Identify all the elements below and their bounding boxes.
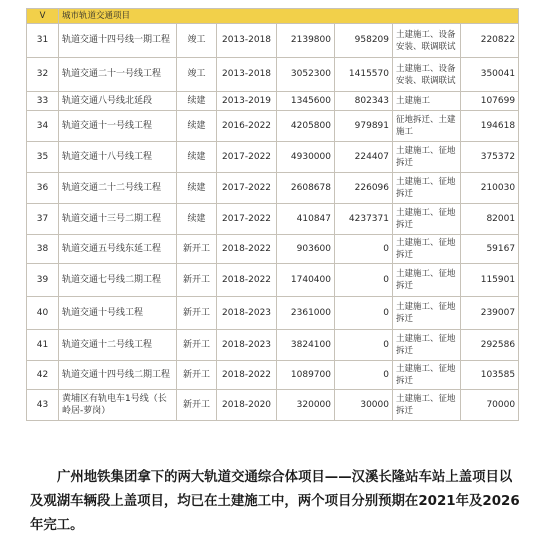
project-name-cell: 轨道交通十四号线二期工程 (59, 361, 177, 390)
project-period-cell: 2017-2022 (217, 204, 277, 235)
progress-cell: 土建施工、征地拆迁 (393, 264, 461, 297)
project-name-cell: 轨道交通十四号线一期工程 (59, 24, 177, 58)
table-row (27, 173, 519, 204)
row-number-cell: 43 (27, 390, 59, 421)
progress-cell: 土建施工、征地拆迁 (393, 204, 461, 235)
project-type-cell: 新开工 (177, 235, 217, 264)
completed-investment-cell: 0 (335, 361, 393, 390)
table-row (27, 390, 519, 421)
table-row (27, 111, 519, 142)
row-number-cell: 31 (27, 24, 59, 58)
project-name-cell: 轨道交通七号线二期工程 (59, 264, 177, 297)
table-row (27, 235, 519, 264)
project-type-cell: 续建 (177, 92, 217, 111)
table-row (27, 297, 519, 330)
progress-cell: 征地拆迁、土建施工 (393, 111, 461, 142)
project-name-cell: 轨道交通五号线东延工程 (59, 235, 177, 264)
project-type-cell: 续建 (177, 111, 217, 142)
progress-cell: 土建施工、设备安装、联调联试 (393, 24, 461, 58)
project-type-cell: 新开工 (177, 390, 217, 421)
project-name-cell: 轨道交通十号线工程 (59, 297, 177, 330)
row-number-cell: 41 (27, 330, 59, 361)
row-number-cell: 32 (27, 58, 59, 92)
completed-investment-cell: 4237371 (335, 204, 393, 235)
project-type-cell: 续建 (177, 142, 217, 173)
completed-investment-cell: 979891 (335, 111, 393, 142)
total-investment-cell: 4930000 (277, 142, 335, 173)
total-investment-cell: 903600 (277, 235, 335, 264)
total-investment-cell: 3052300 (277, 58, 335, 92)
project-type-cell: 新开工 (177, 264, 217, 297)
completed-investment-cell: 958209 (335, 24, 393, 58)
completed-investment-cell: 226096 (335, 173, 393, 204)
project-name-cell: 轨道交通十三号二期工程 (59, 204, 177, 235)
progress-cell: 土建施工、征地拆迁 (393, 142, 461, 173)
header-section-title: 城市轨道交通项目 (59, 9, 519, 24)
completed-investment-cell: 30000 (335, 390, 393, 421)
total-investment-cell: 1089700 (277, 361, 335, 390)
row-number-cell: 37 (27, 204, 59, 235)
progress-cell: 土建施工、征地拆迁 (393, 330, 461, 361)
progress-cell: 土建施工、征地拆迁 (393, 361, 461, 390)
total-investment-cell: 1345600 (277, 92, 335, 111)
row-number-cell: 34 (27, 111, 59, 142)
project-name-cell: 黄埔区有轨电车1号线（长岭居-萝岗） (59, 390, 177, 421)
project-period-cell: 2018-2023 (217, 297, 277, 330)
project-name-cell: 轨道交通十二号线工程 (59, 330, 177, 361)
project-type-cell: 新开工 (177, 297, 217, 330)
project-period-cell: 2018-2022 (217, 361, 277, 390)
project-name-cell: 轨道交通二十一号线工程 (59, 58, 177, 92)
table-row (27, 361, 519, 390)
completed-investment-cell: 0 (335, 264, 393, 297)
project-period-cell: 2017-2022 (217, 142, 277, 173)
project-table (26, 8, 519, 421)
total-investment-cell: 2608678 (277, 173, 335, 204)
project-type-cell: 竣工 (177, 58, 217, 92)
completed-investment-cell: 0 (335, 297, 393, 330)
project-type-cell: 竣工 (177, 24, 217, 58)
table-row (27, 92, 519, 111)
project-period-cell: 2018-2022 (217, 235, 277, 264)
row-number-cell: 38 (27, 235, 59, 264)
completed-investment-cell: 1415570 (335, 58, 393, 92)
annual-investment-cell: 292586 (461, 330, 519, 361)
completed-investment-cell: 224407 (335, 142, 393, 173)
table-row (27, 204, 519, 235)
total-investment-cell: 410847 (277, 204, 335, 235)
annual-investment-cell: 59167 (461, 235, 519, 264)
completed-investment-cell: 0 (335, 235, 393, 264)
annual-investment-cell: 115901 (461, 264, 519, 297)
progress-cell: 土建施工、征地拆迁 (393, 390, 461, 421)
annual-investment-cell: 70000 (461, 390, 519, 421)
project-period-cell: 2018-2020 (217, 390, 277, 421)
project-type-cell: 新开工 (177, 330, 217, 361)
annual-investment-cell: 239007 (461, 297, 519, 330)
project-period-cell: 2013-2018 (217, 58, 277, 92)
total-investment-cell: 3824100 (277, 330, 335, 361)
progress-cell: 土建施工、征地拆迁 (393, 173, 461, 204)
row-number-cell: 33 (27, 92, 59, 111)
project-name-cell: 轨道交通十八号线工程 (59, 142, 177, 173)
project-period-cell: 2018-2023 (217, 330, 277, 361)
project-type-cell: 续建 (177, 204, 217, 235)
annual-investment-cell: 220822 (461, 24, 519, 58)
progress-cell: 土建施工 (393, 92, 461, 111)
project-period-cell: 2017-2022 (217, 173, 277, 204)
table-row (27, 264, 519, 297)
project-type-cell: 续建 (177, 173, 217, 204)
completed-investment-cell: 802343 (335, 92, 393, 111)
table-row (27, 142, 519, 173)
progress-cell: 土建施工、征地拆迁 (393, 235, 461, 264)
table-row (27, 24, 519, 58)
total-investment-cell: 1740400 (277, 264, 335, 297)
total-investment-cell: 4205800 (277, 111, 335, 142)
completed-investment-cell: 0 (335, 330, 393, 361)
project-name-cell: 轨道交通八号线北延段 (59, 92, 177, 111)
project-period-cell: 2016-2022 (217, 111, 277, 142)
annual-investment-cell: 375372 (461, 142, 519, 173)
header-no-cell: V (27, 9, 59, 24)
annual-investment-cell: 194618 (461, 111, 519, 142)
annual-investment-cell: 107699 (461, 92, 519, 111)
table-row (27, 330, 519, 361)
project-name-cell: 轨道交通二十二号线工程 (59, 173, 177, 204)
row-number-cell: 36 (27, 173, 59, 204)
table-row (27, 58, 519, 92)
total-investment-cell: 2139800 (277, 24, 335, 58)
project-table-sheet (26, 8, 518, 421)
progress-cell: 土建施工、征地拆迁 (393, 297, 461, 330)
project-period-cell: 2013-2019 (217, 92, 277, 111)
annual-investment-cell: 350041 (461, 58, 519, 92)
annual-investment-cell: 103585 (461, 361, 519, 390)
project-name-cell: 轨道交通十一号线工程 (59, 111, 177, 142)
table-header-row (27, 9, 519, 24)
annual-investment-cell: 82001 (461, 204, 519, 235)
row-number-cell: 39 (27, 264, 59, 297)
project-period-cell: 2018-2022 (217, 264, 277, 297)
row-number-cell: 40 (27, 297, 59, 330)
row-number-cell: 42 (27, 361, 59, 390)
annual-investment-cell: 210030 (461, 173, 519, 204)
article-caption: 广州地铁集团拿下的两大轨道交通综合体项目——汉溪长隆站车站上盖项目以及观湖车辆段上盖项目，均已在土建施工中，两个项目分别预期在2021年及2026年完工。 (30, 470, 520, 533)
progress-cell: 土建施工、设备安装、联调联试 (393, 58, 461, 92)
total-investment-cell: 2361000 (277, 297, 335, 330)
row-number-cell: 35 (27, 142, 59, 173)
project-type-cell: 新开工 (177, 361, 217, 390)
total-investment-cell: 320000 (277, 390, 335, 421)
project-period-cell: 2013-2018 (217, 24, 277, 58)
